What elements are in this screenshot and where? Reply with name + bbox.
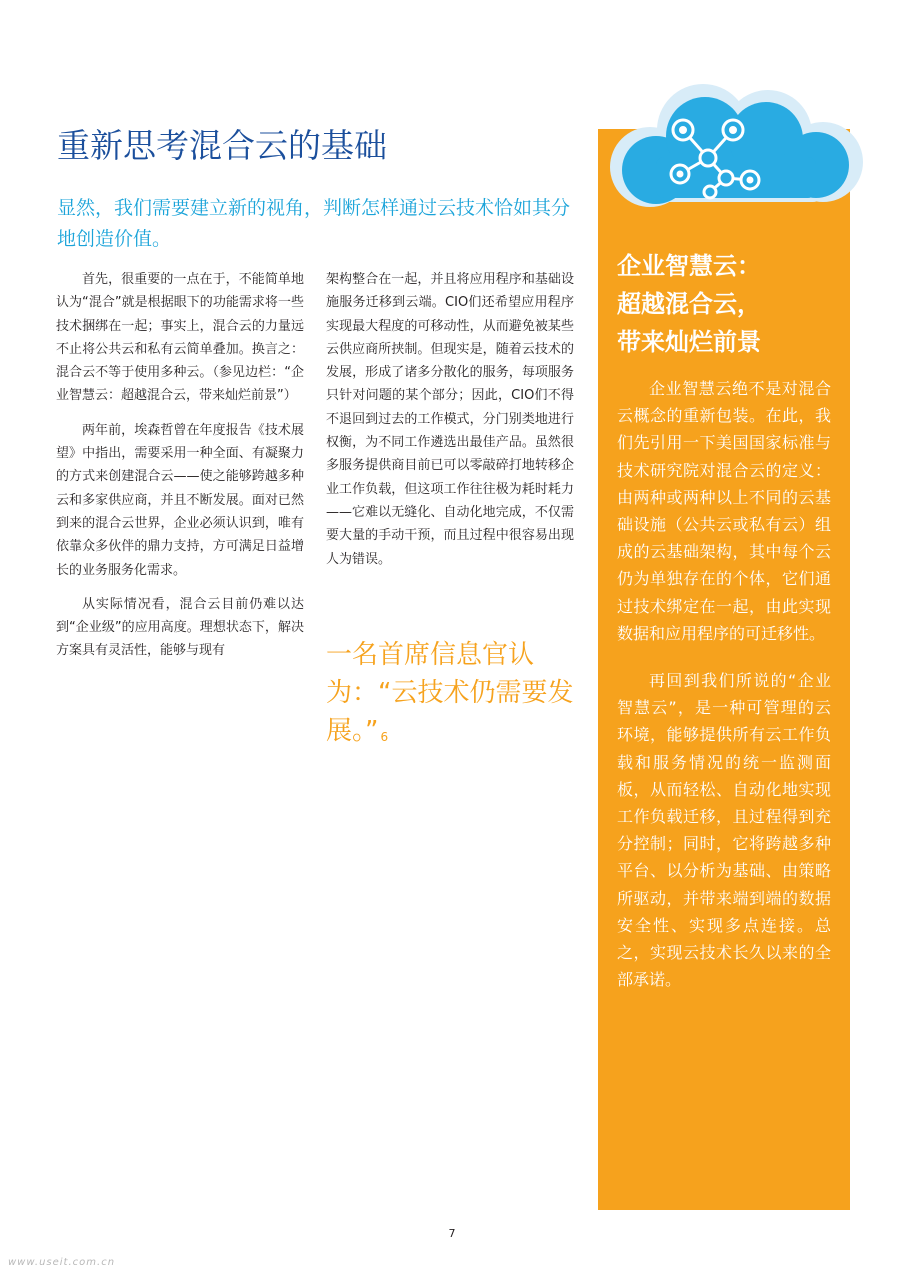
pull-quote	[326, 636, 596, 750]
body-paragraph: 从实际情况看，混合云目前仍难以达到“企业级”的应用高度。理想状态下，解决方案具有灵活性，能够与现有	[56, 596, 304, 659]
sidebar-paragraph: 再回到我们所说的“企业智慧云”，是一种可管理的云环境，能够提供所有云工作负载和服务情况的统一监测面板，从而轻松、自动化地实现工作负载迁移，且过程得到充分控制；同时，它将跨越多种平台、以分析为基础、由策略所驱动，并带来端到端的数据安全性、实现多点连接。总之，实现云技术长久以来的全部承诺。	[617, 671, 831, 990]
sidebar-body	[617, 375, 831, 1013]
page-title: 重新思考混合云的基础	[57, 126, 387, 165]
body-paragraph: 架构整合在一起，并且将应用程序和基础设施服务迁移到云端。CIO们还希望应用程序实现最大程度的可移动性，从而避免被某些云供应商所挟制。但现实是，随着云技术的发展，形成了诸多分散化的服务，每项服务只针对问题的某个部分；因此，CIO们不得不退回到过去的工作模式，分门别类地进行权衡，为不同工作遴选出最佳产品。虽然很多服务提供商目前已可以零敲碎打地转移企业工作负载，但这项工作往往极为耗时耗力——它难以无缝化、自动化地完成，不仅需要大量的手动干预，而且过程中很容易出现人为错误。	[326, 272, 574, 567]
sidebar-title-line: 超越混合云，	[617, 290, 761, 318]
body-column-2	[326, 268, 574, 582]
pull-quote-text: 一名首席信息官认为：“云技术仍需要发展。”	[326, 640, 574, 746]
watermark: www.useit.com.cn	[8, 1257, 116, 1268]
page-subtitle: 显然，我们需要建立新的视角，判断怎样通过云技术恰如其分地创造价值。	[57, 197, 571, 250]
sidebar-title-line: 企业智慧云：	[617, 252, 761, 280]
footnote-marker: 6	[380, 730, 389, 744]
cloud-network-icon	[598, 82, 868, 217]
cloud-shape	[610, 84, 863, 207]
sidebar-paragraph: 企业智慧云绝不是对混合云概念的重新包装。在此，我们先引用一下美国国家标准与技术研究院对混合云的定义：由两种或两种以上不同的云基础设施（公共云或私有云）组成的云基础架构，其中每个云仍为单独存在的个体，它们通过技术绑定在一起，由此实现数据和应用程序的可迁移性。	[617, 379, 831, 643]
page-number: 7	[448, 1227, 456, 1240]
body-paragraph: 首先，很重要的一点在于，不能简单地认为“混合”就是根据眼下的功能需求将一些技术捆绑在一起；事实上，混合云的力量远不止将公共云和私有云简单叠加。换言之：混合云不等于使用多种云。（参见边栏：“企业智慧云：超越混合云，带来灿烂前景”）	[56, 272, 304, 404]
body-column-1	[56, 268, 304, 674]
sidebar-title	[617, 247, 847, 361]
body-paragraph: 两年前，埃森哲曾在年度报告《技术展望》中指出，需要采用一种全面、有凝聚力的方式来创建混合云——使之能够跨越多种云和多家供应商，并且不断发展。面对已然到来的混合云世界，企业必须认识到，唯有依靠众多伙伴的鼎力支持，方可满足日益增长的业务服务化需求。	[56, 422, 304, 578]
sidebar-title-line: 带来灿烂前景	[617, 328, 761, 356]
